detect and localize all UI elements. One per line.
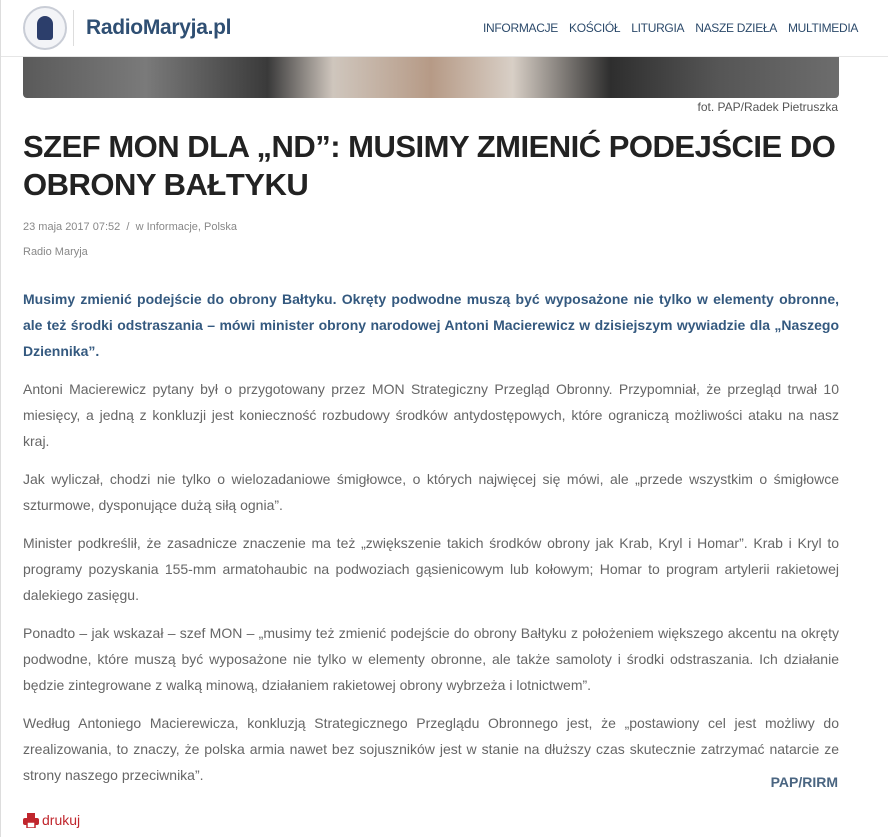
meta-separator: / <box>126 221 130 233</box>
print-label[interactable]: drukuj <box>42 812 81 828</box>
paragraph: Antoni Macierewicz pytany był o przygotowany przez MON Strategiczny Przegląd Obronny. Przypomniał, że przegląd trwał 10 miesięcy, a jedną z konkluzji jest konieczność rozbudowy środków antydostępowych, które ograniczą możliwości ataku na nasz kraj. <box>23 381 839 449</box>
article-date: 23 maja 2017 07:52 <box>23 221 121 233</box>
main-nav <box>483 21 878 35</box>
nav-liturgia[interactable]: LITURGIA <box>631 21 685 35</box>
paragraph: Według Antoniego Macierewicza, konkluzją Strategicznego Przeglądu Obronnego jest, że „postawiony cel jest możliwy do zrealizowania, to znaczy, że polska armia nawet bez sojuszników jest w stanie na dłuższy czas skutecznie zatrzymać natarcie ze strony naszego przeciwnika”. <box>23 715 839 783</box>
brand-name[interactable]: RadioMaryja.pl <box>86 16 232 39</box>
paragraph: Jak wyliczał, chodzi nie tylko o wielozadaniowe śmigłowce, o których najwięcej się mówi, ale „przede wszystkim o śmigłowce szturmowe, dysponujące dużą siłą ognia”. <box>23 471 839 513</box>
nav-kosciol[interactable]: KOŚCIÓŁ <box>569 21 621 35</box>
photo-caption: fot. PAP/Radek Pietruszka <box>697 100 838 114</box>
site-header <box>1 0 888 57</box>
print-link[interactable] <box>23 812 80 828</box>
printer-icon <box>23 813 39 828</box>
article-lead: Musimy zmienić podejście do obrony Bałtyku. Okręty podwodne muszą być wyposażone nie tylko w elementy obronne, ale też środki odstraszania – mówi minister obrony narodowej Antoni Macierewicz w dzisiejszym wywiadzie dla „Naszego Dziennika”. <box>23 291 839 359</box>
nav-nasze-dziela[interactable]: NASZE DZIEŁA <box>695 21 777 35</box>
nav-informacje[interactable]: INFORMACJE <box>483 21 559 35</box>
logo-divider <box>73 10 74 46</box>
article-body <box>23 286 839 800</box>
article-title: SZEF MON DLA „ND”: MUSIMY ZMIENIĆ PODEJŚCIE DO OBRONY BAŁTYKU <box>23 129 836 202</box>
article-meta <box>23 221 237 233</box>
article-source: PAP/RIRM <box>770 774 838 790</box>
logo-emblem-icon <box>37 16 53 40</box>
paragraph: Ponadto – jak wskazał – szef MON – „musimy też zmienić podejście do obrony Bałtyku z położeniem większego akcentu na okręty podwodne, które muszą być wyposażone nie tylko w elementy obronne, ale także samoloty i środki odstraszania. Ich działanie będzie zintegrowane z walką minową, działaniem rakietowej obrony wybrzeża i lotnictwem”. <box>23 625 839 693</box>
article-categories[interactable]: w Informacje, Polska <box>135 221 238 233</box>
nav-multimedia[interactable]: MULTIMEDIA <box>787 21 859 35</box>
article-author: Radio Maryja <box>23 246 88 258</box>
paragraph: Minister podkreślił, że zasadnicze znaczenie ma też „zwiększenie takich środków obrony jak Krab, Kryl i Homar”. Krab i Kryl to programy pozyskania 155-mm armatohaubic na podwoziach gąsienicowym lub kołowym; Homar to program artylerii rakietowej dalekiego zasięgu. <box>23 535 839 603</box>
radio-maryja-logo[interactable] <box>23 6 67 50</box>
